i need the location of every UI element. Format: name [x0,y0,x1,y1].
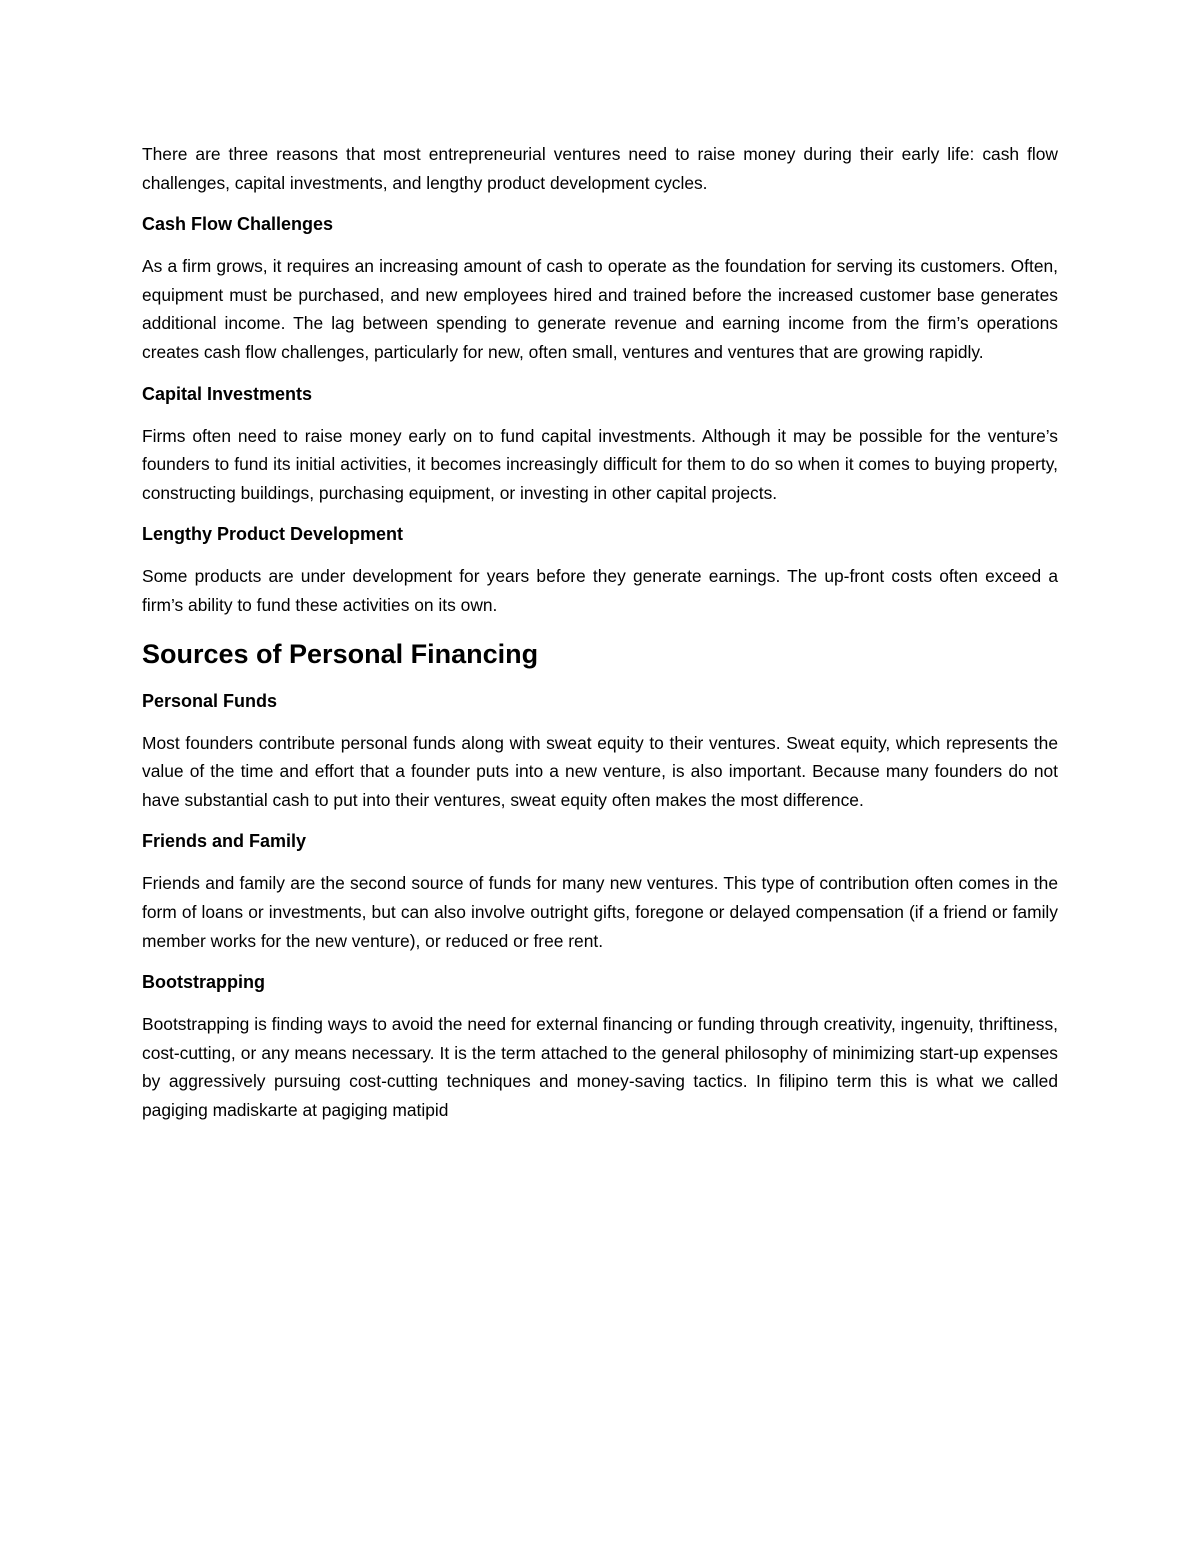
capital-investments-paragraph: Firms often need to raise money early on to fund capital investments. Although it may be possible for the venture’s founders to fund its initial activities, it becomes increasingly difficult for them to do so when it comes to buying property, constructing buildings, purchasing equipment, or investing in other capital projects. [142,425,1058,503]
capital-investments-heading: Capital Investments [142,383,313,404]
cash-flow-paragraph: As a firm grows, it requires an increasing amount of cash to operate as the foundation for serving its customers. Often, equipment must be purchased, and new employees hired and trained before the increased customer base generates additional income. The lag between spending to generate revenue and earning income from the firm’s operations creates cash flow challenges, particularly for new, often small, ventures and ventures that are growing rapidly. [142,256,1058,362]
friends-family-heading: Friends and Family [142,831,307,852]
bootstrapping-paragraph: Bootstrapping is finding ways to avoid the need for external financing or funding through creativity, ingenuity, thriftiness, cost-cutting, or any means necessary. It is the term attached to the general philosophy of minimizing start-up expenses by aggressively pursuing cost-cutting techniques and money-saving tactics. In filipino term this is what we called pagiging madiskarte at pagiging matipid [142,1014,1058,1120]
personal-financing-title: Sources of Personal Financing [142,638,539,669]
cash-flow-heading: Cash Flow Challenges [142,214,334,235]
intro-paragraph: There are three reasons that most entrepreneurial ventures need to raise money during their early life: cash flow challenges, capital investments, and lengthy product development cycles. [142,144,1058,193]
friends-family-paragraph: Friends and family are the second source of funds for many new ventures. This type of contribution often comes in the form of loans or investments, but can also involve outright gifts, foregone or delayed compensation (if a friend or family member works for the new venture), or reduced or free rent. [142,873,1058,951]
personal-funds-paragraph: Most founders contribute personal funds along with sweat equity to their ventures. Sweat equity, which represents the value of the time and effort that a founder puts into a new venture, is also important. Because many founders do not have substantial cash to put into their ventures, sweat equity often makes the most difference. [142,732,1058,810]
product-development-heading: Lengthy Product Development [142,524,404,545]
personal-funds-heading: Personal Funds [142,690,278,711]
product-development-paragraph: Some products are under development for years before they generate earnings. The up-front costs often exceed a firm’s ability to fund these activities on its own. [142,566,1058,615]
bootstrapping-heading: Bootstrapping [142,972,265,993]
